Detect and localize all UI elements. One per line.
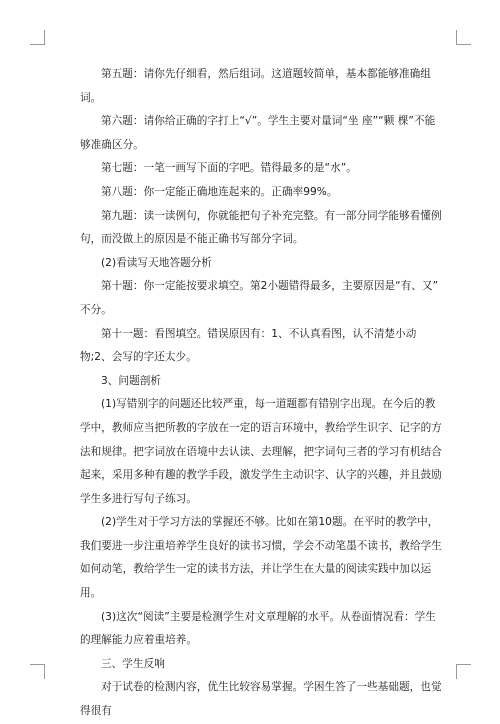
paragraph-question-10: 第十题：你一定能按要求填空。第2小题错得最多，主要原因是“有、又” 不分。 [80,280,439,316]
paragraph-question-11: 第十一题：看图填空。错误原因有：1、不认真看图，认不清楚小动物;2、会写的字还太少。 [80,327,417,364]
crop-mark-top-right [456,30,471,45]
paragraph-feedback: 对于试卷的检测内容，优生比较容易掌握。学困生答了一些基础题，也觉得很有 [80,681,442,718]
paragraph-analysis-1: (1)写错别字的问题还比较严重，每一道题都有错别字出现。在今后的教学中，教师应当把所教的字放在一定的语言环境中，教给学生识字、记字的方法和规律。把字词放在语境中去认读、去理解，把字词句三者的学习有机结合起来，采用多种有趣的教学手段，激发学生主动识字、认字的兴趣，并且鼓励学生多进行写句子练习。 [80,398,442,505]
section-heading-reading-writing: (2)看读写天地答题分析 [101,256,212,269]
paragraph-question-8: 第八题：你一定能正确地连起来的。正确率99%。 [101,185,338,198]
paragraph-question-6: 第六题：请你给正确的字打上“√”。学生主要对量词“坐 座”“颗 棵”不能够准确区分。 [80,115,436,151]
section-heading-problem-analysis: 3、问题剖析 [101,374,162,387]
document-body [80,63,442,724]
section-heading-student-feedback: 三、学生反响 [101,657,165,670]
paragraph-analysis-3: (3)这次“阅读”主要是检测学生对文章理解的水平。从卷面情况看：学生的理解能力应着重培养。 [80,610,436,647]
paragraph-question-7: 第七题：一笔一画写下面的字吧。错得最多的是“水”。 [101,162,357,175]
crop-mark-bottom-right [456,664,471,679]
paragraph-question-9: 第九题：读一读例句，你就能把句子补充完整。有一部分同学能够看懂例句，而没做上的原因是不能正确书写部分字词。 [80,209,442,246]
paragraph-analysis-2: (2)学生对于学习方法的掌握还不够。比如在第10题。在平时的教学中，我们要进一步注重培养学生良好的读书习惯，学会不动笔墨不读书，教给学生如何动笔，教给学生一定的读书方法，并让学生在大量的阅读实践中加以运用。 [80,516,442,600]
crop-mark-top-left [30,30,45,45]
paragraph-question-5: 第五题：请你先仔细看，然后组词。这道题较简单，基本都能够准确组词。 [80,68,431,104]
crop-mark-bottom-left [30,664,45,679]
